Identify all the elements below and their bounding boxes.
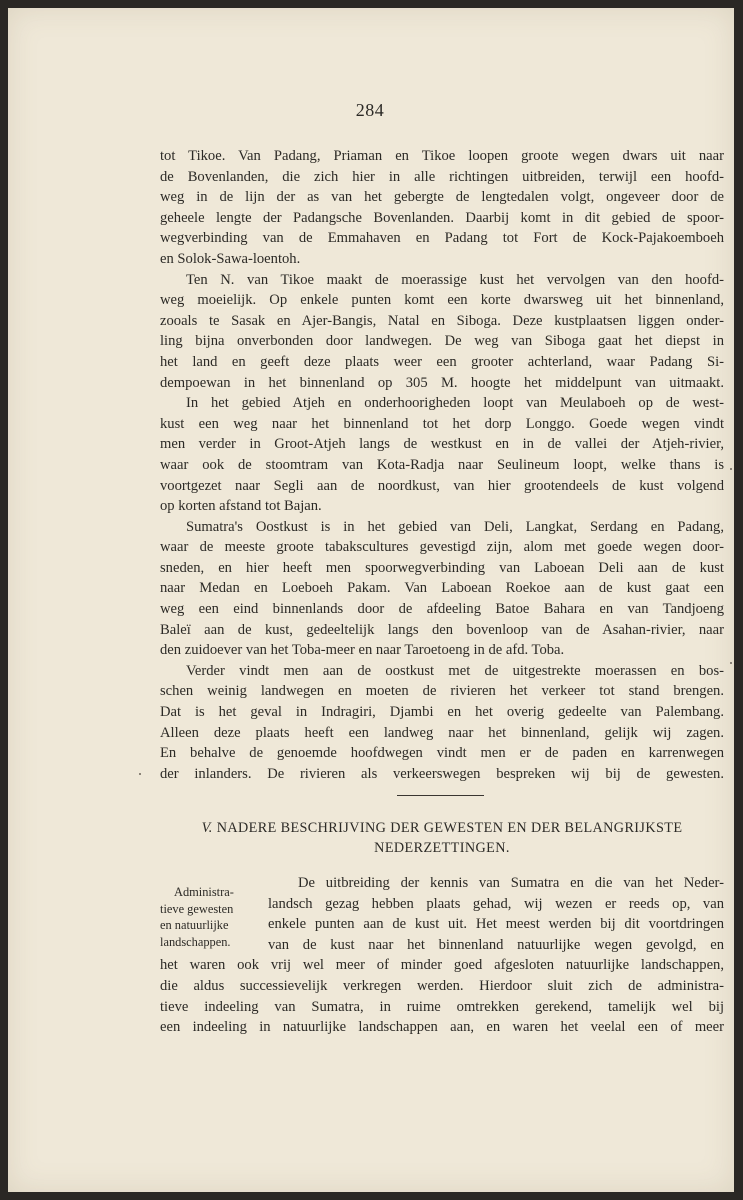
text-line: tot Tikoe. Van Padang, Priaman en Tikoe loopen groote wegen dwars uit naar: [160, 148, 724, 164]
text-line: die aldus successievelijk verkregen werden. Hierdoor sluit zich de administra-: [160, 977, 724, 994]
section-numeral: V.: [201, 820, 213, 836]
text-line: de Bovenlanden, die zich hier in alle richtingen uitbreiden, terwijl een hoofd-: [160, 168, 724, 185]
text-line: van de kust naar het binnenland natuurlijke wegen gevolgd, en: [268, 936, 724, 953]
text-line: en Solok-Sawa-loentoh.: [160, 250, 301, 267]
text-line: ling bijna onverbonden door landwegen. De weg van Siboga gaat het diepst in: [160, 333, 724, 350]
text-line: het waren ook vrij wel meer of minder goed afgesloten natuurlijke landschappen,: [160, 957, 724, 974]
section-title-line: NADERE BESCHRIJVING DER GEWESTEN EN DER BELANGRIJKSTE: [216, 820, 683, 836]
text-line: Ten N. van Tikoe maakt de moerassige kust het vervolgen van den hoofd-: [186, 271, 724, 288]
margin-note-line: tieve gewesten: [160, 901, 234, 916]
text-line: naar Medan en Loeboeh Pakam. Van Laboean Roekoe aan de kust gaat een: [160, 580, 724, 597]
text-line: kust een weg naar het binnenland tot het dorp Longgo. Goede wegen vindt: [160, 415, 724, 432]
text-line: In het gebied Atjeh en onderhoorigheden loopt van Meulaboeh op de west-: [186, 395, 724, 412]
text-line: tieve indeeling van Sumatra, in ruime omtrekken gerekend, tamelijk wel bij: [160, 998, 724, 1015]
text-line: zooals te Sasak en Ajer-Bangis, Natal en Siboga. Deze kustplaatsen liggen onder-: [160, 312, 724, 329]
section-heading: [160, 818, 724, 858]
text-line: enkele punten aan de kust uit. Het meest werden bij dit voortdringen: [268, 916, 724, 933]
text-line: wegverbinding van de Emmahaven en Padang tot Fort de Kock-Pajakoemboeh: [160, 230, 724, 247]
text-line: Sumatra's Oostkust is in het gebied van Deli, Langkat, Serdang en Padang,: [186, 518, 724, 535]
text-line: De uitbreiding der kennis van Sumatra en die van het Neder-: [298, 875, 724, 891]
page-number: 284: [355, 100, 385, 120]
text-line: den zuidoever van het Toba-meer en naar Taroetoeng in de afd. Toba.: [160, 642, 565, 659]
section-text: [160, 873, 724, 1038]
text-line: geheele lengte der Padangsche Bovenlanden. Daarbij komt in dit gebied de spoor-: [160, 209, 724, 226]
paragraph: [160, 146, 724, 270]
text-line: waar de meeste groote tabakscultures gevestigd zijn, alom met goede wegen door-: [160, 539, 724, 556]
text-line: voortgezet naar Segli aan de noordkust, van hier grootendeels de kust volgend: [160, 477, 724, 494]
paragraph: [160, 661, 724, 785]
text-line: En behalve de genoemde hoofdwegen vindt men er de paden en karrenwegen: [160, 745, 724, 762]
text-line: dempoewan in het binnenland op 305 M. hoogte het middelpunt van uitmaakt.: [160, 374, 724, 391]
text-line: weg moeielijk. Op enkele punten komt een korte dwarsweg uit het binnenland,: [160, 292, 724, 309]
text-line: Dat is het geval in Indragiri, Djambi en het overig gedeelte van Palembang.: [160, 704, 724, 721]
section-divider: [397, 795, 484, 796]
text-line: Verder vindt men aan de oostkust met de uitgestrekte moerassen en bos-: [186, 662, 724, 679]
paper-speck: [730, 662, 732, 664]
paragraph: [160, 393, 724, 517]
text-line: Alleen deze plaats heeft een landweg naar het binnenland, gelijk wij zagen.: [160, 724, 724, 741]
text-line: landsch gezag hebben plaats gehad, wij wezen er reeds op, van: [268, 895, 724, 912]
text-line: der inlanders. De rivieren als verkeerswegen bespreken wij bij de gewesten.: [160, 765, 724, 782]
margin-note-line: Administra-: [174, 885, 234, 899]
paragraph: [160, 517, 724, 661]
text-line: een indeeling in natuurlijke landschappen aan, en waren het veelal een of meer: [160, 1019, 724, 1036]
text-line: Baleï aan de kust, gedeeltelijk langs den bovenloop van de Asahan-rivier, naar: [160, 621, 724, 638]
text-line: sneden, en hier heeft men spoorwegverbinding van Laboean Deli aan de kust: [160, 559, 724, 576]
paper-speck: [139, 773, 141, 775]
section-title-line: NEDERZETTINGEN.: [374, 840, 510, 856]
text-line: op korten afstand tot Bajan.: [160, 498, 322, 515]
text-line: weg een eind binnenlands door de afdeeling Batoe Bahara en van Tandjoeng: [160, 601, 724, 618]
paper-speck: [730, 468, 732, 470]
text-line: schen weinig landwegen en moeten de rivieren het verkeer tot stand brengen.: [160, 683, 724, 700]
text-line: men verder in Groot-Atjeh langs de westkust en in de vallei der Atjeh-rivier,: [160, 436, 724, 453]
text-line: het land en geeft deze plaats weer een grooter achterland, waar Padang Si-: [160, 353, 724, 370]
text-line: weg in de lijn der as van het gebergte de lengtedalen volgt, ongeveer door de: [160, 189, 724, 206]
main-text: [160, 146, 724, 784]
margin-note-line: landschappen.: [160, 934, 231, 949]
paragraph: [160, 270, 724, 394]
text-line: waar ook de stoomtram van Kota-Radja naar Seulineum loopt, welke thans is: [160, 456, 724, 473]
margin-note-line: en natuurlijke: [160, 918, 229, 933]
